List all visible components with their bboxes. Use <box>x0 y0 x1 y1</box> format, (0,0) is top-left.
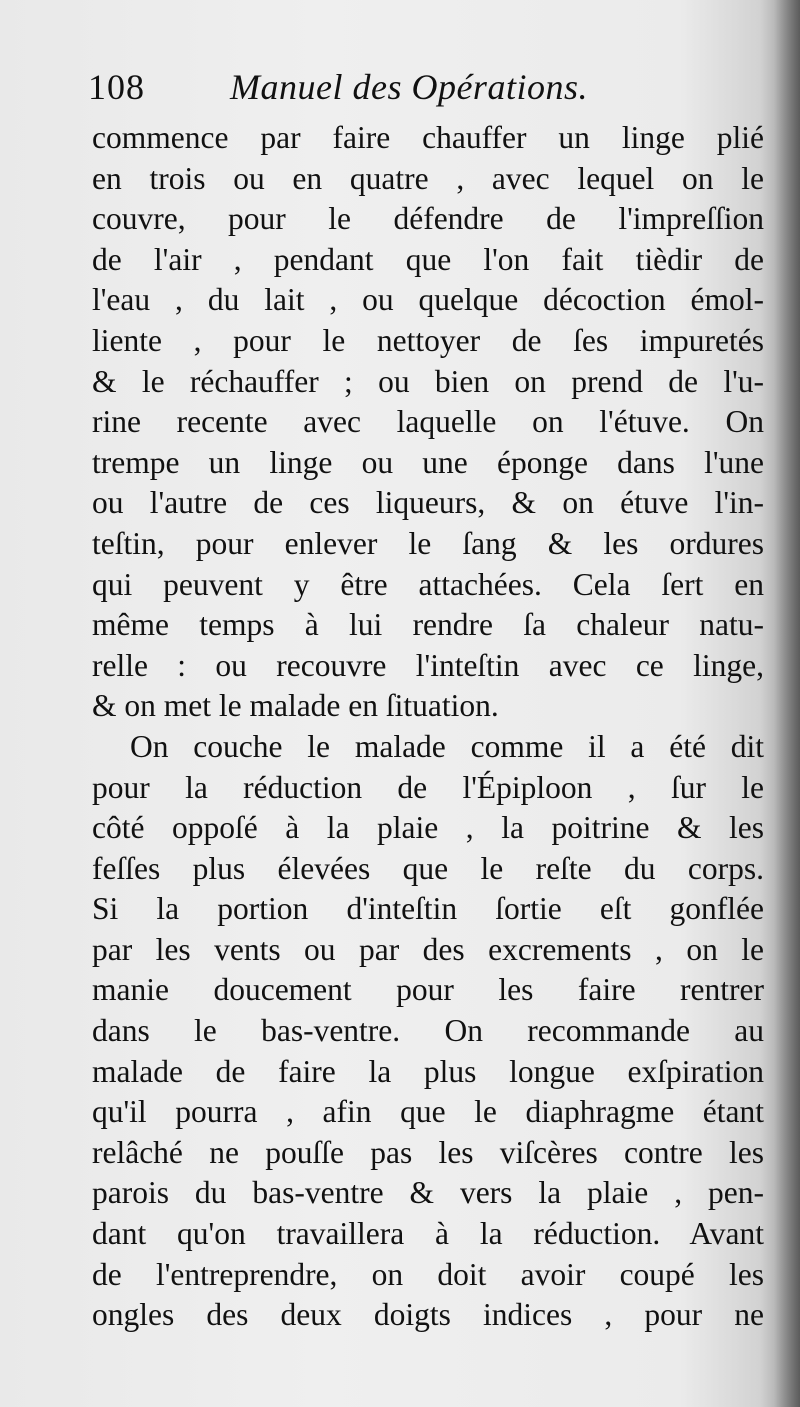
text-line: de l'entreprendre, on doit avoir coupé les <box>92 1256 764 1292</box>
text-line: feſſes plus élevées que le reſte du corps. <box>92 850 764 886</box>
text-line: dans le bas-ventre. On recommande au <box>92 1013 764 1049</box>
text-line: en trois ou en quatre , avec lequel on le <box>92 160 764 196</box>
text-line: rine recente avec laquelle on l'étuve. On <box>92 404 764 440</box>
text-line: couvre, pour le défendre de l'impreſſion <box>92 201 764 237</box>
paragraph-2 <box>92 727 764 1336</box>
page-header <box>88 66 768 116</box>
text-line: & le réchauffer ; ou bien on prend de l'u- <box>92 363 764 399</box>
text-line: trempe un linge ou une éponge dans l'une <box>92 444 764 480</box>
page-number: 108 <box>88 67 145 107</box>
text-line: dant qu'on travaillera à la réduction. Avant <box>92 1216 764 1252</box>
text-line: l'eau , du lait , ou quelque décoction émol- <box>92 282 764 318</box>
text-line: relâché ne pouſſe pas les viſcères contre les <box>92 1134 764 1170</box>
page-edge-shadow <box>774 0 800 1407</box>
paragraph-1 <box>92 118 764 727</box>
text-line: côté oppoſé à la plaie , la poitrine & les <box>92 810 764 846</box>
text-line: malade de faire la plus longue exſpiration <box>92 1053 764 1089</box>
running-title: Manuel des Opérations. <box>230 67 588 107</box>
text-line: pour la réduction de l'Épiploon , ſur le <box>92 769 764 805</box>
body-text <box>92 118 764 1336</box>
text-line: par les vents ou par des excrements , on le <box>92 931 764 967</box>
text-line: manie doucement pour les faire rentrer <box>92 972 764 1008</box>
text-line: ou l'autre de ces liqueurs, & on étuve l'in- <box>92 485 764 521</box>
text-line: qu'il pourra , afin que le diaphragme étant <box>92 1094 764 1130</box>
text-line: relle : ou recouvre l'inteſtin avec ce linge, <box>92 647 764 683</box>
text-line: On couche le malade comme il a été dit <box>130 728 764 764</box>
text-line: commence par faire chauffer un linge plié <box>92 120 764 155</box>
text-line: même temps à lui rendre ſa chaleur natu- <box>92 607 764 643</box>
text-line: de l'air , pendant que l'on fait tièdir de <box>92 241 764 277</box>
text-line: parois du bas-ventre & vers la plaie , pen- <box>92 1175 764 1211</box>
text-line: liente , pour le nettoyer de ſes impuretés <box>92 322 764 358</box>
text-line: qui peuvent y être attachées. Cela ſert en <box>92 566 764 602</box>
text-line: Si la portion d'inteſtin ſortie eſt gonflée <box>92 891 764 927</box>
text-line: teſtin, pour enlever le ſang & les ordures <box>92 525 764 561</box>
text-line: ongles des deux doigts indices , pour ne <box>92 1297 764 1333</box>
text-line: & on met le malade en ſituation. <box>92 688 499 724</box>
